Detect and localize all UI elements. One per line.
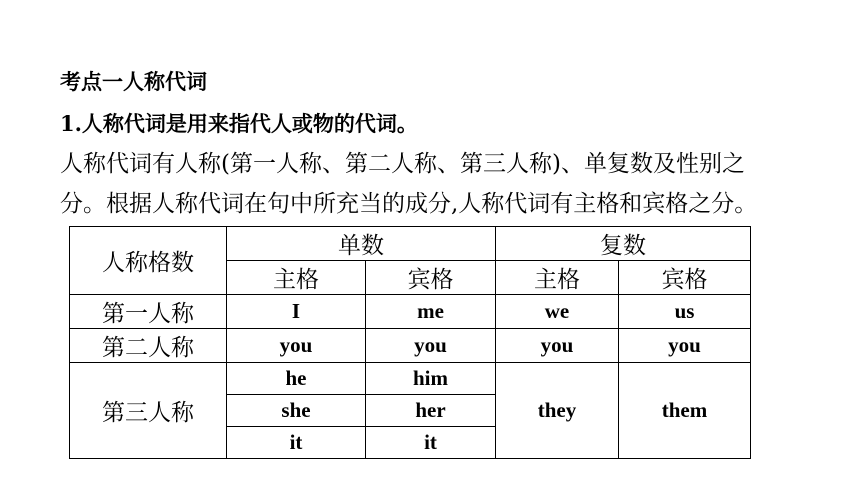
table-cell: me [366,295,496,329]
corner-header: 人称格数 [70,227,227,295]
header-row [70,227,751,261]
plural-header: 复数 [496,227,751,261]
table-cell: them [619,363,751,459]
table-cell: you [619,329,751,363]
table-row [70,329,751,363]
singular-objective-header: 宾格 [366,261,496,295]
table-cell: us [619,295,751,329]
row-label-third-person: 第三人称 [70,363,227,459]
intro-paragraph [60,144,850,224]
plural-objective-header: 宾格 [619,261,751,295]
pronoun-table [69,226,751,459]
table-cell: you [496,329,619,363]
table-cell: she [227,395,366,427]
table-cell: he [227,363,366,395]
paragraph-line-2: 分。根据人称代词在句中所充当的成分,人称代词有主格和宾格之分。 [60,191,758,217]
singular-header: 单数 [227,227,496,261]
table-cell: her [366,395,496,427]
table-cell: it [366,427,496,459]
table-cell: you [227,329,366,363]
plural-nominative-header: 主格 [496,261,619,295]
table-row [70,295,751,329]
table-cell: we [496,295,619,329]
table-cell: they [496,363,619,459]
table-cell: I [227,295,366,329]
paragraph-line-1: 人称代词有人称(第一人称、第二人称、第三人称)、单复数及性别之 [60,151,745,177]
singular-nominative-header: 主格 [227,261,366,295]
row-label-first-person: 第一人称 [70,295,227,329]
point-heading: 1.人称代词是用来指代人或物的代词。 [60,111,418,136]
table-cell: him [366,363,496,395]
section-heading: 考点一人称代词 [60,69,207,94]
table-cell: it [227,427,366,459]
table-cell: you [366,329,496,363]
table-row [70,363,751,395]
row-label-second-person: 第二人称 [70,329,227,363]
